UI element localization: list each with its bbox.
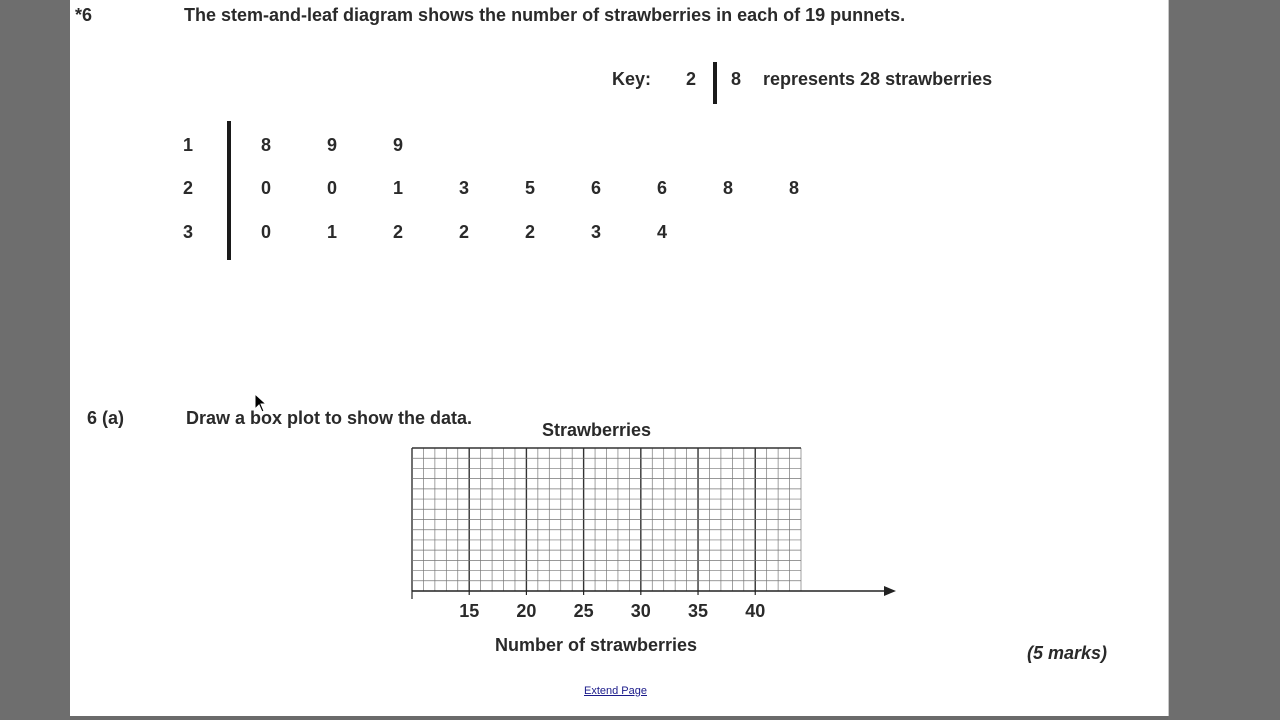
right-scrollbar-area[interactable] <box>1168 0 1280 720</box>
leaf: 8 <box>788 178 799 198</box>
leaf: 3 <box>590 222 601 242</box>
leaf: 9 <box>326 135 337 155</box>
leaf: 9 <box>392 135 403 155</box>
stem-2: 2 <box>183 178 194 198</box>
key-label: Key: <box>612 69 652 89</box>
x-tick-label: 15 <box>459 601 480 621</box>
leaf: 6 <box>656 178 667 198</box>
x-axis-arrow-icon <box>884 586 896 596</box>
mouse-pointer-icon <box>254 393 270 415</box>
leaf: 2 <box>524 222 535 242</box>
x-tick-label: 20 <box>516 601 537 621</box>
leaf: 2 <box>392 222 403 242</box>
key-divider <box>713 62 717 104</box>
leaf: 0 <box>260 222 271 242</box>
stem-1: 1 <box>183 135 194 155</box>
chart-title: Strawberries <box>542 420 652 440</box>
leaf: 3 <box>458 178 469 198</box>
part-a-text: Draw a box plot to show the data. <box>186 408 473 428</box>
key-leaf: 8 <box>731 69 742 89</box>
document-page <box>70 0 1169 716</box>
stem-3: 3 <box>183 222 194 242</box>
stem-leaf-divider <box>227 121 231 260</box>
left-gutter <box>0 0 70 720</box>
leaf: 8 <box>722 178 733 198</box>
x-tick-label: 25 <box>573 601 594 621</box>
marks-label: (5 marks) <box>1027 643 1108 663</box>
x-tick-label: 35 <box>688 601 709 621</box>
extend-page-link[interactable]: Extend Page <box>584 685 647 697</box>
question-number: *6 <box>75 5 93 25</box>
key-stem: 2 <box>686 69 697 89</box>
box-plot-grid[interactable] <box>410 446 910 626</box>
leaf: 8 <box>260 135 271 155</box>
leaf: 5 <box>524 178 535 198</box>
leaf: 0 <box>260 178 271 198</box>
key-description: represents 28 strawberries <box>763 69 993 89</box>
x-axis-label: Number of strawberries <box>495 635 698 655</box>
leaf: 4 <box>656 222 667 242</box>
x-tick-label: 30 <box>630 601 651 621</box>
x-tick-label: 40 <box>745 601 766 621</box>
leaf: 1 <box>326 222 337 242</box>
leaf: 1 <box>392 178 403 198</box>
leaf: 6 <box>590 178 601 198</box>
leaf: 0 <box>326 178 337 198</box>
part-a-label: 6 (a) <box>87 408 125 428</box>
question-text: The stem-and-leaf diagram shows the number of strawberries in each of 19 punnets. <box>184 5 906 25</box>
leaf: 2 <box>458 222 469 242</box>
